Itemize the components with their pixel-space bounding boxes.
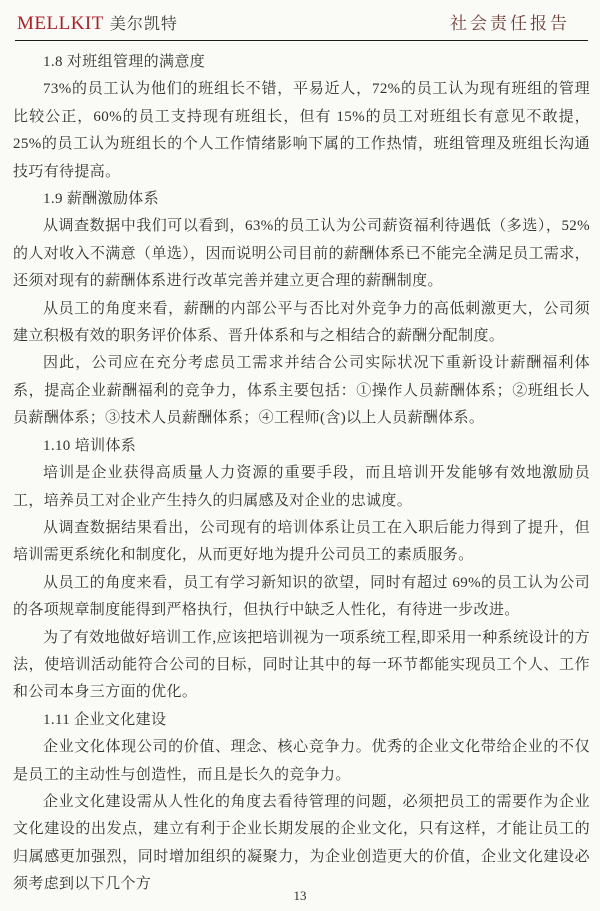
brand (17, 11, 178, 35)
body-paragraph: 为了有效地做好培训工作,应该把培训视为一项系统工程,即采用一种系统设计的方法，使培训活动能符合公司的目标，同时让其中的每一环节都能实现员工个人、工作和公司本身三方面的优化。 (13, 629, 590, 701)
page-header (15, 0, 588, 41)
section-1-11: 1.11 企业文化建设 (43, 711, 167, 728)
section-1-8: 1.8 对班组管理的满意度 (43, 54, 206, 70)
brand-name-cjk: 美尔凯特 (109, 16, 178, 33)
body-paragraph: 因此，公司应在充分考虑员工需求并结合公司实际状况下重新设计薪酬福利体系，提高企业薪酬福利的竞争力，体系主要包括：①操作人员薪酬体系；②班组长人员薪酬体系；③技术人员薪酬体系；④工程师(含)以上人员薪酬体系。 (13, 355, 590, 427)
section-1-10: 1.10 培训体系 (43, 437, 137, 454)
section-1-9: 1.9 薪酬激励体系 (43, 191, 160, 208)
report-content (13, 49, 590, 899)
page-number: 13 (293, 888, 307, 903)
body-paragraph: 培训是企业获得高质量人力资源的重要手段，而且培训开发能够有效地激励员工，培养员工对企业产生持久的归属感及对企业的忠诚度。 (13, 465, 590, 509)
report-title: 社会责任报告 (450, 14, 570, 33)
body-paragraph: 企业文化建设需从人性化的角度去看待管理的问题，必须把员工的需要作为企业文化建设的出发点，建立有利于企业长期发展的企业文化，只有这样，才能让员工的归属感更加强烈，同时增加组织的凝聚力，为企业创造更大的价值，企业文化建设必须考虑到以下几个方 (13, 793, 590, 893)
body-paragraph: 73%的员工认为他们的班组长不错，平易近人，72%的员工认为现有班组的管理比较公正，60%的员工支持现有班组长，但有 15%的员工对班组长有意见不敢提，25%的员工认为班组长的个人工作情绪影响下属的工作热情，班组管理及班组长沟通技巧有待提高。 (13, 81, 590, 180)
brand-logo-text: MELLKIT (17, 13, 104, 34)
body-paragraph: 企业文化体现公司的价值、理念、核心竞争力。优秀的企业文化带给企业的不仅是员工的主动性与创造性，而且是长久的竞争力。 (13, 739, 590, 783)
body-paragraph: 从员工的角度来看，薪酬的内部公平与否比对外竞争力的高低刺激更大，公司须建立积极有效的职务评价体系、晋升体系和与之相结合的薪酬分配制度。 (13, 300, 590, 345)
body-paragraph: 从调查数据结果看出，公司现有的培训体系让员工在入职后能力得到了提升，但培训需更系统化和制度化，从而更好地为提升公司员工的素质服务。 (13, 519, 590, 564)
body-paragraph: 从调查数据中我们可以看到，63%的员工认为公司薪资福利待遇低（多选），52%的人对收入不满意（单选），因而说明公司目前的薪酬体系已不能完全满足员工需求，还须对现有的薪酬体系进行改革完善并建立更合理的薪酬制度。 (13, 218, 590, 290)
body-paragraph: 从员工的角度来看，员工有学习新知识的欲望，同时有超过 69%的员工认为公司的各项规章制度能得到严格执行，但执行中缺乏人性化，有待进一步改进。 (13, 574, 590, 619)
page-footer (0, 887, 600, 905)
